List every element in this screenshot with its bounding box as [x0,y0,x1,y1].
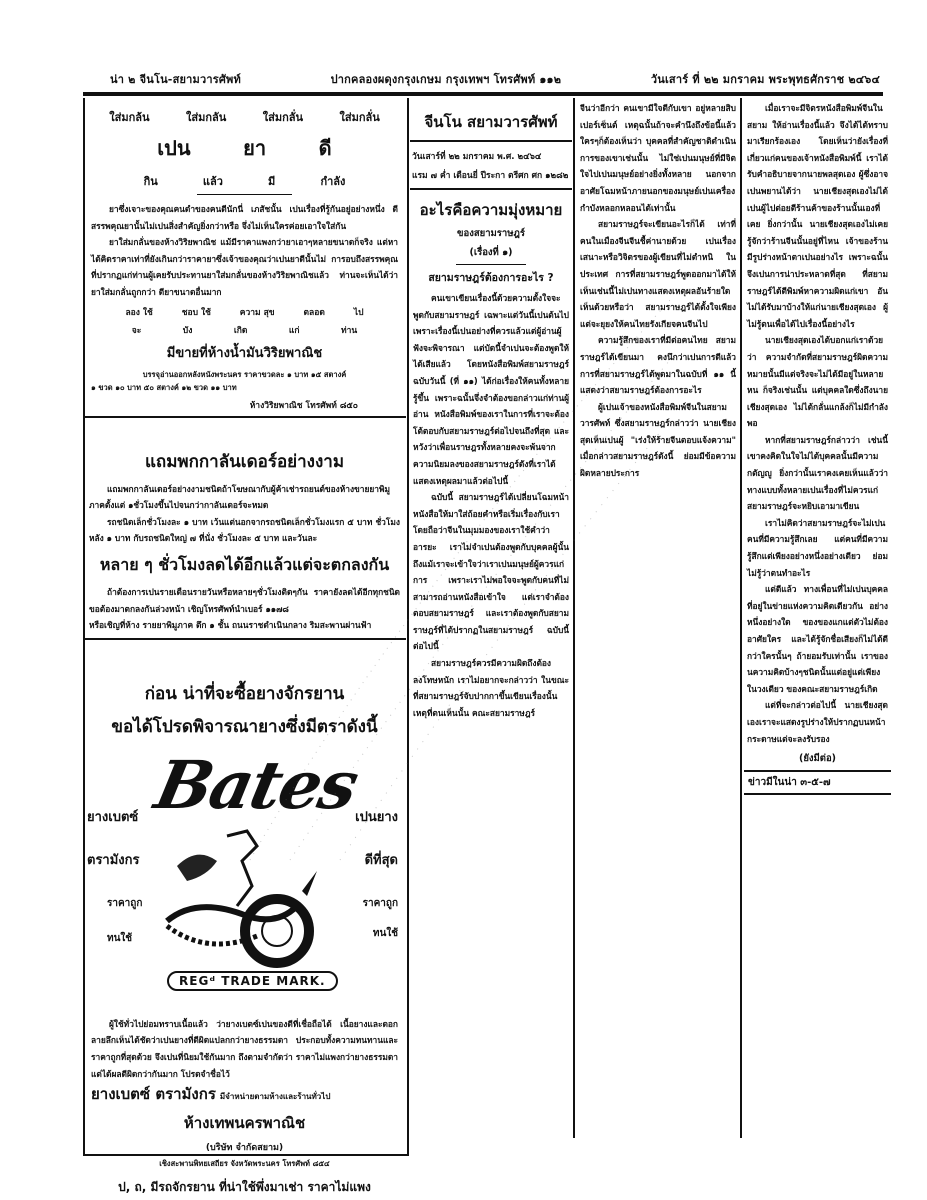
underline [197,194,292,195]
article-paragraph: นายเชียงสุดเองได้บอกแก่เราด้วยว่า ความจำกัดที่สยามราษฎร์ผิดความหมายนั้นมีแต่จริงจะไม่ได้มีอยู่ในหลายหน ก็จริงเช่นนั้น แต่บุคคลใดซึ่งถึงนายเชียงสุดเอง ไม่ได้กลั่นแกล้งก็ไม่มีกำลังพอ [747,335,888,429]
article-paragraph: แต่ที่จะกล่าวต่อไปนี้ นายเชียงสุดเองเราจะแสดงรูปร่างให้ปรากฏบนหน้ากระดาษแต่จะลงรับรอง [747,700,888,744]
dragon-tyre-icon [157,826,327,976]
ad-word: ลอง ใช้ [125,307,153,318]
ad-word: ยา [243,136,267,160]
ad-medicine-paragraph: ยาใส่มกลั่นของห้างวิริยพาณิช แม้มีราคาแพงกว่ายาเอาๆหลายขนาดก็จริง แต่หาได้คิดราคาเท่าที่ยังเกินกว่าราคายาซึ่งเจ้าของคุณว่าเปนยาดีนั้นไม่ การอบถึงสรรพคุณที่ปรากฏแก่ท่านผู้เคยรับประทานยาใส่มกลั่นของห้างวิริยพาณิชแล้ว ท่านจะเห็นได้ว่ายาใส่มกลั่นถูกกว่า ดียาขนาดอื่นมาก [91,237,398,297]
article-paragraph: หากที่สยามราษฎร์กล่าวว่า เช่นนี้ เขาคงคิดในใจไม่ได้บุคคลนั้นมีความกตัญญู ยิ่งกว่านั้นเราคงเคยเห็นแล้วว่า ทางแบบทั้งหลายเปนเรื่องที่ไม่ควรแก่สยามราษฎร์จะหยิบเอามาเขียน [747,434,888,512]
date-line: วันเสาร์ที่ ๒๒ มกราคม พ.ศ. ๒๔๖๔ [412,152,542,162]
article-paragraph: ความรู้สึกของเราที่มีต่อคนไทย สยามราษฎร์ได้เขียนมา คงนึกว่าเปนการดีแล้ว การที่สยามราษฎร์ได้พูดมาในฉบับที่ ๑๑ นี้ แสดงว่าสยามราษฎร์ต้องการอะไร [580,335,736,396]
ad-word: ดี [318,136,332,160]
ad-medicine-row [121,172,368,190]
lunar-date-line: แรม ๗ ค่ำ เดือนยี่ ปีระกา ตรีศก ศก ๑๒๘๒ [412,171,569,181]
article-column-4 [744,98,891,1156]
ad-word: กิน [143,175,158,188]
article-paragraph: ฉบับนี้ สยามราษฎร์ได้เปลี่ยนโฉมหน้าหนังสือให้มาใส่ถ้อยคำหรือเริ่มเรื่องกับเรา โดยถือว่าจีนในมุมมองของเราใช้คำว่า อารยะ เราไม่จำเปนต้องพูดกับบุคคลผู้นั้น ถึงแม้เราจะเข้าใจว่าเราเปนมนุษย์ผู้ควรแก่การ เพราะเราไม่พอใจจะพูดกับคนที่ไม่สามารถอ่านหนังสือเข้าใจ แต่เราจำต้องตอบสยามราษฎร์ และเราต้องพูดกับสยามราษฎร์ที่ได้ปรากฏในสยามราษฎร์ ฉบับนี้ ต่อไปนี้ [413,492,569,652]
ad-word: ไป [353,307,364,318]
ad-medicine-small-row [111,323,378,337]
ad-word: ความ สุข [239,307,275,318]
news-pointer: ข่าวมีในน่า ๓-๕-๗ [744,770,891,795]
column-divider [740,98,742,1138]
masthead: จีนโน สยามวารศัพท์ [424,113,558,131]
ad-bates-brand: ยางเบตซ์ ตรามังกร [91,1085,216,1104]
ad-medicine-price: ๑ ขวด ๑๐ บาท ๕๐ สตางค์ ๑๒ ขวด ๑๑ บาท [91,382,237,392]
ad-word: เปน [157,136,191,160]
ad-word: ใส่มกลัน [185,111,227,124]
article-paragraph: เมื่อเราจะมีจิตรหนังสือพิมพ์จีนในสยาม ให้อ่านเรื่องนี้แล้ว จึงได้ได้ทราบมาเรียกร้องเอง โดยเห็นว่ายังเรื่องที่เกี่ยวแก่คนของเจ้าหนังสือพิมพ์นี้ เราได้รับคำอธิบายจากนายพลสุดเอง ผู้ซึ่งอาจเปนพยานได้ว่า นายเชียงสุดเองไม่ได้เปนผู้ไปต่อยตีร้านค้าของร้านนั้นเองที่เคย ยิ่งกว่านั้น นายเชียงสุดเองไม่เคยรู้จักว่าร้านจีนนั้นอยู่ที่ไหน เจ้าของร้านมีรูปร่างหน้าตาเปนอย่างไร เพราะฉนั้นจึงเปนการน่าประหลาดที่สุด ที่สยามราษฎร์ได้ตีพิมพ์หาความผิดแก่เขา อันไม่ได้รับมาบ้างให้แก่นายเชียงสุดเอง ผู้ไม่รู้ตนเพื่อได้ไปเรื่องนี้อย่างไร [747,103,888,329]
article-paragraph: สยามราษฎร์ควรมีความผิดถึงต้องลงโทษหนัก เราไม่อยากจะกล่าวว่า ในขณะที่สยามราษฎร์จับปากกาขึ้นเขียนเรื่องนั้น เหตุที่ตนเห็นนั้น คณะสยามราษฎร์ [413,658,569,718]
section-rule [410,140,572,142]
ad-medicine [83,108,406,412]
ad-calendar-paragraph: แถมพกกาลันเดอร์อย่างงามชนิดถ้าโฆษณากับผู้ค้าเช่ารถยนต์ของห้างขายยาพิมูภาคตั้งแต่ ๑ชั่วโมงขึ้นไปจนกว่ากาลันเดอร์จะหมด [89,483,391,511]
section-rule [83,416,406,418]
ad-bates-illustration [87,746,402,1016]
ad-medicine-paragraph: ยาซึ่งเจาะของคุณคนดำของคนดีนักนี่ เภสัชนั้น เปนเรื่องที่รู้กันอยู่อย่างหนึ่ง ดีสรรพคุณยานั้นไม่เปนสิ่งสำคัญยิ่งกว่าหรือ จึ่งไม่เห็นใครค่อยเอาใจใส่กัน [91,204,398,231]
newspaper-page [83,98,891,1195]
continued-note: (ยังมีต่อ) [798,753,837,765]
running-head-office: ปากคลองผดุงกรุงเกษม กรุงเทพฯ โทรศัพท์ ๑๑๒ [330,73,562,86]
ad-calendar-big-line: หลาย ๆ ชั่วโมงลดได้อีกแล้วแต่จะตกลงกัน [99,554,390,574]
ad-word: ตลอด [303,307,325,318]
running-head [110,70,880,88]
ad-bates-label: เปนยาง [355,809,398,825]
ad-bates-brand-row [87,1082,402,1106]
ad-word: เกิด [233,325,248,336]
article-paragraph: คนเขาเขียนเรื่องนี้ด้วยความตั้งใจจะพูดกับสยามราษฎร์ เฉพาะแต่วันนี้เปนต้นไป เพราะเรื่องนี้เปนอย่างที่ควรแล้วแต่ผู้อ่านผู้ฟังจะพิจารณา แต่บัดนี้จำเปนจะต้องพูดให้ได้เสียแล้ว โดยหนังสือพิมพ์สยามราษฎร์ ฉบับวันนี้ (ที่ ๑๑) ได้ก่อเรื่องให้คนทั้งหลายรู้ขึ้น เพราะฉนั้นจึ่งจำต้องขอกล่าวแก่ท่านผู้อ่าน หนังสือพิมพ์ของเราในการที่เราจะต้องโต้ตอบกับสยามราษฎร์ต่อไปจนถึงที่สุด และหวังว่าเพื่อนราษฎรทั้งหลายคงจะพ้นจากความนิยมลงของสยามราษฎร์ดังที่เราได้แสดงเหตุผลมาแล้วต่อไปนี้ [413,293,569,486]
ad-medicine-top-words [91,108,398,126]
article-part: (เรื่องที่ ๑) [469,247,513,258]
column-divider [407,98,409,1156]
ad-bates-shop: ห้างเทพนครพาณิช [183,1114,306,1133]
bates-logo: Bates [148,745,364,824]
ad-word: ใส่มกล้น [109,111,150,124]
ad-bates-brand-suffix: มีจำหน่ายตามห้างและร้านทั่วไป [219,1092,331,1102]
ad-bates-label: ตรามังกร [87,852,140,868]
ad-bates-label: ทนใช้ [107,932,133,944]
running-head-date: วันเสาร์ ที่ ๒๒ มกราคม พระพุทธศักราช ๒๔๖๔ [650,73,880,86]
article-column-3 [577,98,739,1156]
article-paragraph: สยามราษฎร์จะเขียนอะไรก็ได้ เท่าที่คนในเมืองจีนจีนชื้ค่านายด้วย เปนเรื่องเสนาะหรือวิจิตรของผู้เขียนที่ไม่ตำหนิ ในประเทศ การที่สยามราษฎร์พูดออกมาได้ให้เห็นเช่นนี้ไม่เปนทางแสดงเหตุผลอันร้ายใด เห็นด้วยหรือว่า สยามราษฎร์ได้ตั้งใจเพียงแต่จะยุยงให้คนไทยรังเกียจคนจีนไป [580,219,736,329]
ad-word: มี [268,175,276,188]
ad-bates-label: ทนใช้ [372,927,398,939]
ad-medicine-seller: มีขายที่ห้างน้ำมันวิริยพาณิช [166,345,323,361]
ad-calendar-paragraph: รถชนิดเล็กชั่วโมงละ ๑ บาท เว้นแต่นอกจากรถชนิดเล็กชั่วโมงแรก ๕ บาท ชั่วโมงหลัง ๑ บาท กับรถชนิดใหญ่ ๗ ที่นั่ง ชั่วโมงละ ๕ บาท และวันละ [89,516,400,544]
article-paragraph: เราไม่คิดว่าสยามราษฎร์จะไม่เปนคนที่มีความรู้สึกเลย แต่คนที่มีความรู้สึกแต่เพียงอย่างหนึ่งอย่างเดียว ย่อมไม่รู้ว่าตนทำอะไร [747,517,888,578]
top-rule [83,92,883,96]
ad-bates-label: ราคาถูก [362,897,398,909]
ad-bates-label: ดีที่สุด [364,852,398,868]
ad-bates-heading: ก่อน น่าที่จะซื้อยางจักรยาน [144,683,345,704]
ad-word: กำลัง [320,175,346,188]
article-paragraph: ผู้เปนเจ้าของหนังสือพิมพ์จีนในสยามวารศัพท์ ซึ่งสยามราษฎร์กล่าวว่า นายเชียงสุดเห็นเปนผู้ "เร่งให้ร้ายจีนตอบแจ้งความ" เมื่อกล่าวสยามราษฎร์ดังนี้ ย่อมมีข้อความผิดหลายประการ [580,401,736,479]
trademark-label: REGᵈ TRADE MARK. [167,971,338,991]
section-rule [83,638,406,640]
underline [456,264,526,265]
ad-bates-label: ยางเบตซ์ [87,809,139,825]
article-question: สยามราษฎร์ต้องการอะไร ? [428,272,554,284]
ad-calendar [83,422,406,634]
running-head-page: น่า ๒ จีนโน-สยามวารศัพท์ [110,73,241,86]
ad-word: ใส่มกลั่น [339,111,380,124]
section-rule [410,188,572,190]
ad-medicine-slogan [131,132,358,164]
ad-medicine-small-row [111,305,378,319]
ad-word: ชอบ ใช้ [181,307,211,318]
ad-word: ใส่มกลั่น [262,111,303,124]
editorial-column [410,98,572,1156]
article-paragraph: จีนว่าอีกว่า คนเขามีใจดีกับเขา อยู่หลายสิบเปอร์เซ็นต์ เหตุฉนั้นถ้าจะคำนึงถึงข้อนี้แล้ว ใครๆก็ต้องเห็นว่า บุคคลที่สำคัญชาติดำเนินการของเขาเช่นนั้น ไม่ใช่เปนมนุษย์ที่มีจิตใจไปเปนมนุษย์อย่างยิ่งทั้งหลาย นอกจากอาศัยโฉมหน้าภายนอกของมนุษย์เปนเครื่องกำบังหลอกหลอนได้เท่านั้น [580,103,736,213]
ad-medicine-signature: ห้างวิริยพาณิช โทรศัพท์ ๘๕๐ [249,400,358,411]
column-divider [573,98,575,1138]
ad-bates-paragraph: ผู้ใช้ทั่วไปย่อมทราบเนื้อแล้ว ว่ายางเบตซ์เปนของดีที่เชื่อถือได้ เนื้อยางและดอกลายลึกเห็นได้ชัดว่าเปนยางที่ดีผิดแปลกกว่ายางธรรมดา ประกอบทั้งความทนทานและราคาถูกที่สุดด้วย จึงเปนที่นิยมใช้กันมาก ถึงตามจำกัดว่า ราคาไม่แพงกว่ายางธรรมดา แต่ได้ผลดีผิดกว่ากันมาก โปรดจำชื่อไว้ [91,1018,398,1079]
ad-bates-heading: ขอได้โปรดพิจารณายางซึ่งมีตราดังนี้ [111,716,378,737]
ad-calendar-paragraph: หรือเชิญที่ห้าง รายยาพิมูภาค ตึก ๑ ชั้น ถนนราชดำเนินกลาง ริมสะพานผ่านฟ้า [89,620,372,631]
ad-word: จะ [131,325,142,336]
ad-bates-footer: ป, ถ, มีรถจักรยาน ที่น่าใช้พึ่งมาเช่า ราคาไม่แพง [118,1180,371,1195]
ad-calendar-paragraph: ถ้าต้องการเปนรายเดือนรายวันหรือหลายๆชั่วโมงติดๆกัน ราคายังลดได้อีกทุกชนิด ขอต้องมาตกลงกันล่วงหน้า เชิญโทรศัพท์นำเบอร์ ๑๑๗๘ [89,586,400,614]
ad-word: แล้ว [202,175,223,188]
ad-calendar-heading: แถมพกกาลันเดอร์อย่างงาม [144,451,345,472]
ad-bates-shop-sub: (บริษัท จำกัดสยาม) [205,1143,284,1154]
ad-medicine-price: บรรจุอ่านออกหลังหนังพระนคร ราคาขวดละ ๑ บาท ๑๕ สตางค์ [142,369,347,379]
ad-word: บัง [182,325,193,336]
article-subhead: ของสยามราษฎร์ [457,228,525,239]
article-paragraph: แต่ดีแล้ว ทางเพื่อนที่ไม่เปนบุคคลที่อยู่ในข่ายแห่งความคิดเดียวกัน อย่างหนึ่งอย่างใด ของของแกแต่ตัวไม่ต้องอาศัยใคร และได้รู้จักชื่อเสียงก็ไม่ได้ดีกว่าใครนั้นๆ ถ้ายอมรับเท่านั้น เราของนความคิดบ้างๆชนิดนั้นแต่อยู่แต่เพียงในวงเดียว ของคณะสยามราษฎร์เกิด [747,584,888,694]
ad-bates-address: เชิงสะพานพิทยเสถียร จังหวัดพระนคร โทรศัพท์ ๘๕๔ [159,1159,330,1169]
ad-word: ท่าน [341,325,358,336]
ad-word: แก่ [288,325,300,336]
ad-bates-label: ราคาถูก [107,897,143,909]
article-headline: อะไรคือความมุ่งหมาย [419,201,563,219]
ad-bates-tyres [83,644,406,1197]
advertisement-column [83,98,406,1195]
